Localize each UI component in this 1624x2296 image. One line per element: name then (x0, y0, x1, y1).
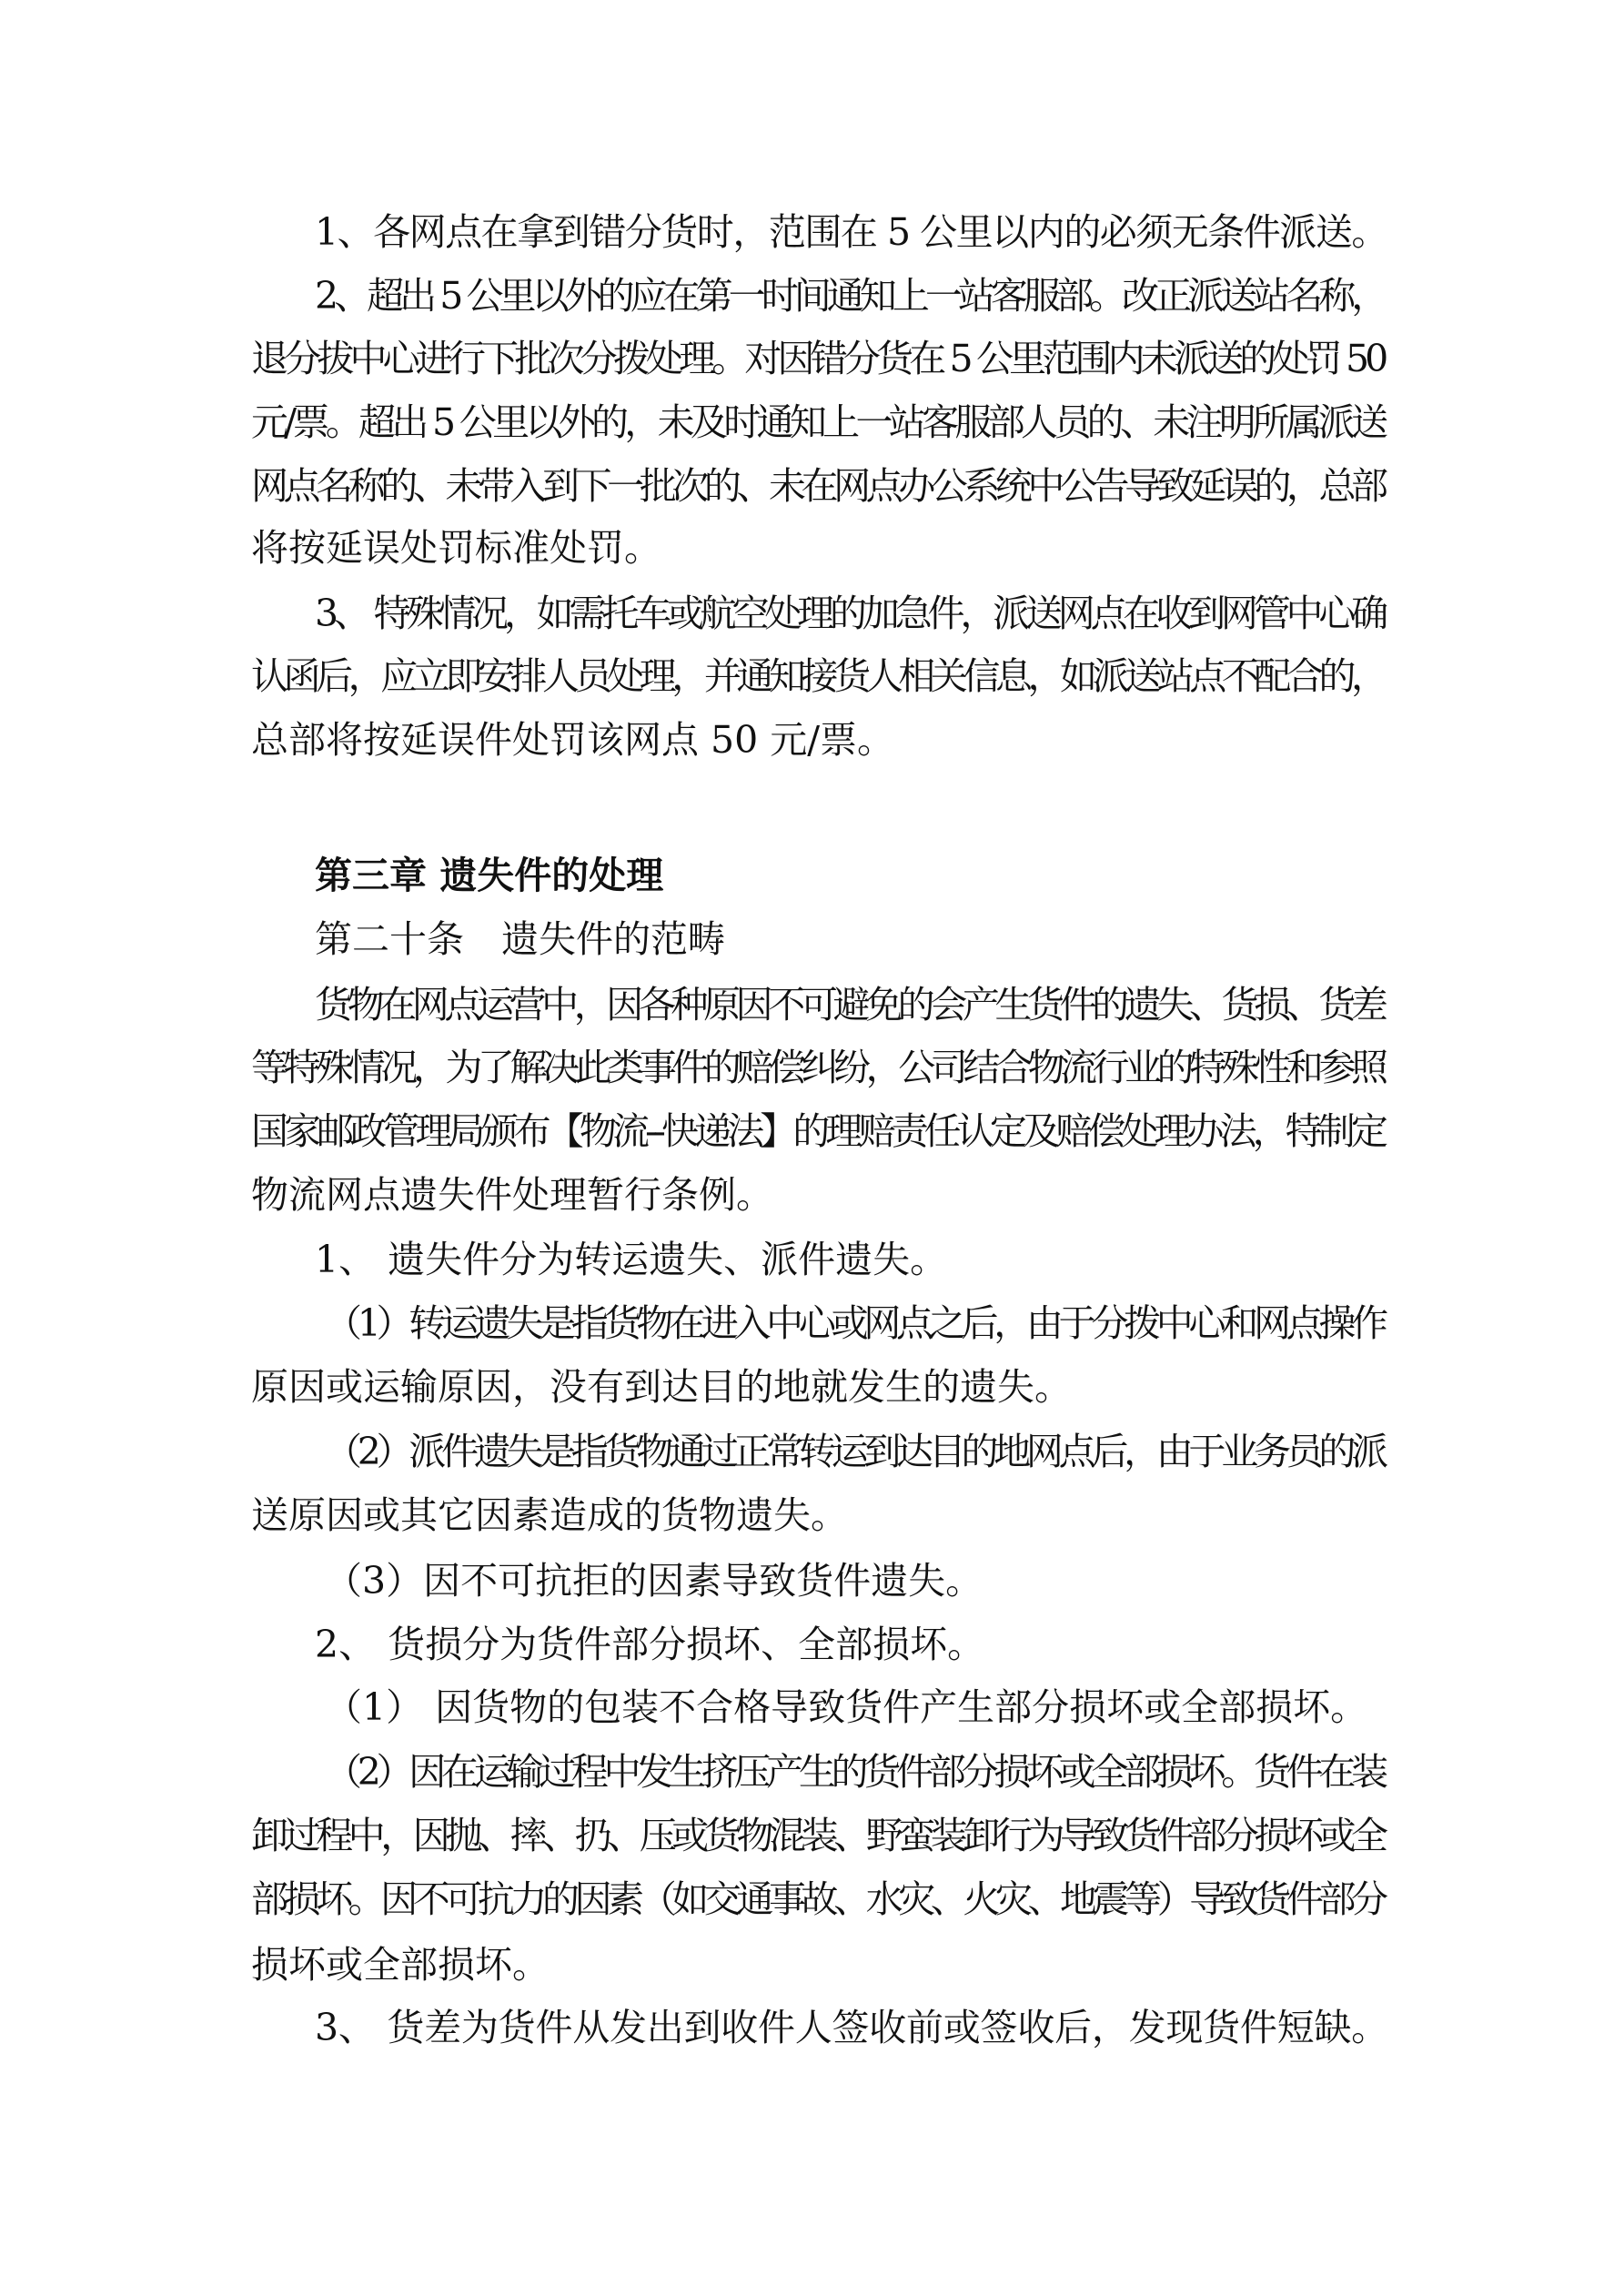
text-line: 总部将按延误件处罚该网点 50 元/票。 (251, 718, 895, 762)
text-line: 元/票。超出 5 公里以外的，未及时通知上一站客服部人员的、未注明所属派送 (251, 400, 1385, 444)
text-line: 第二十条 遗失件的范畴 (315, 917, 725, 961)
text-line: 网点名称的、未带入到下一批次的、未在网点办公系统中公告导致延误的，总部 (251, 464, 1384, 508)
text-line: （2）因在运输过程中发生挤压产生的货件部分损坏或全部损坏。货件在装 (325, 1750, 1384, 1794)
text-line: 将按延误处罚标准处罚。 (251, 526, 661, 570)
text-line: 物流网点遗失件处理暂行条例。 (251, 1173, 773, 1217)
text-line: 部损坏。因不可抗力的因素（如交通事故、水灾、火灾、地震等）导致货件部分 (251, 1877, 1384, 1921)
text-line: 送原因或其它因素造成的货物遗失。 (251, 1493, 848, 1537)
text-line: 卸过程中，因抛、摔、扔、压或货物混装、野蛮装卸行为导致货件部分损坏或全 (251, 1814, 1384, 1857)
chapter-heading: 第三章 遗失件的处理 (315, 854, 664, 897)
text-line: （1）转运遗失是指货物在进入中心或网点之后，由于分拨中心和网点操作 (325, 1301, 1384, 1345)
text-line: 等特殊情况，为了解决此类事件的赔偿纠纷，公司结合物流行业的特殊性和参照 (251, 1046, 1384, 1089)
text-line: （3）因不可抗拒的因素导致货件遗失。 (325, 1559, 983, 1603)
text-line: 退分拔中心进行下批次分拨处理。对因错分货在 5 公里范围内未派送的处罚 50 (251, 337, 1385, 380)
text-line: 2、超出 5 公里以外的应在第一时间通知上一站客服部。改正派送站名称， (315, 274, 1385, 318)
text-line: 2、 货损分为货件部分损坏、全部损坏。 (315, 1623, 985, 1666)
text-line: 3、 特殊情况，如需托车或航空处理的加急件，派送网点在收到网管中心确 (315, 592, 1384, 635)
text-line: 3、 货差为货件从发出到收件人签收前或签收后，发现货件短缺。 (315, 2006, 1388, 2049)
text-line: 原因或运输原因，没有到达目的地就发生的遗失。 (251, 1365, 1072, 1409)
text-line: 国家邮政管理局颁布【物流--快递法】的理赔责任认定及赔偿处理办法，特制定 (251, 1109, 1384, 1153)
text-line: 货物在网点运营中，因各种原因不可避免的会产生货件的遗失、货损、货差 (315, 983, 1384, 1027)
text-line: 认函后，应立即安排人员处理，并通知接货人相关信息，如派送站点不配合的， (251, 654, 1384, 698)
text-line: （1） 因货物的包装不合格导致货件产生部分损坏或全部损坏。 (325, 1685, 1368, 1729)
text-line: 1、 遗失件分为转运遗失、派件遗失。 (315, 1238, 948, 1281)
text-line: （2）派件遗失是指货物通过正常转运到达目的地网点后，由于业务员的派 (325, 1430, 1384, 1473)
text-line: 损坏或全部损坏。 (251, 1943, 550, 1987)
text-line: 1、各网点在拿到错分货时，范围在 5 公里以内的必须无条件派送。 (315, 210, 1387, 254)
